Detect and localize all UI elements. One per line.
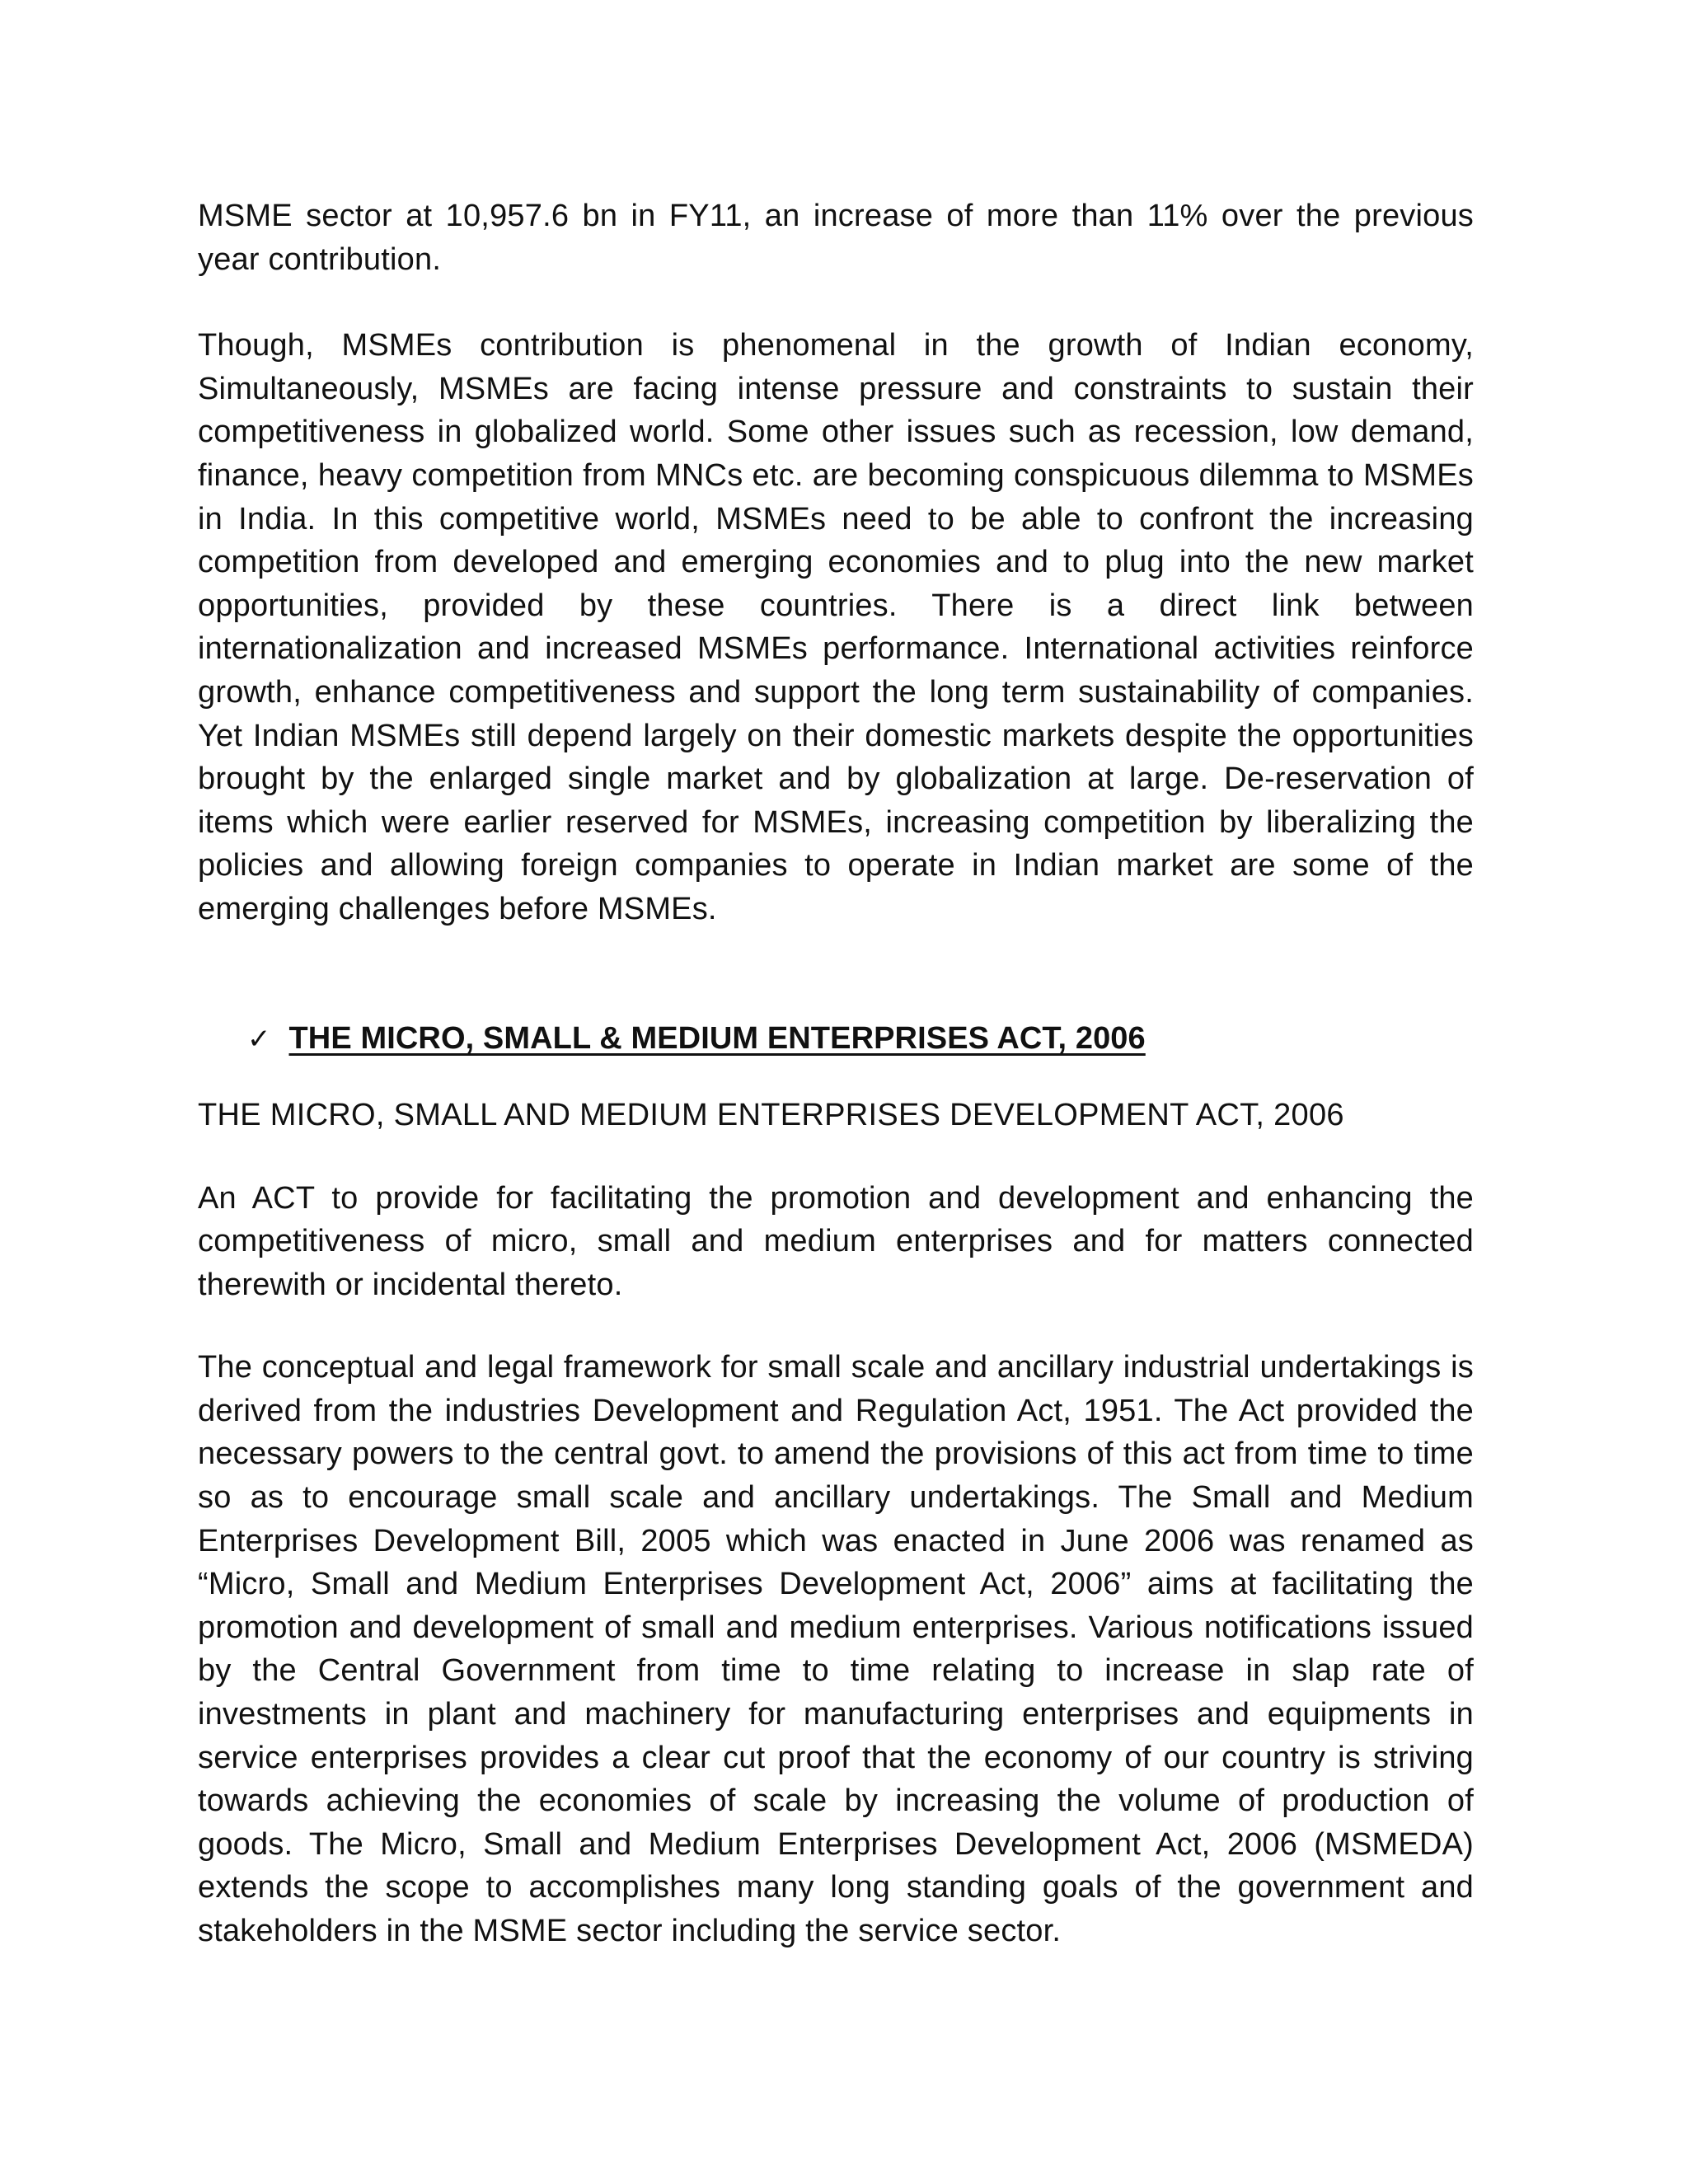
act-title: THE MICRO, SMALL AND MEDIUM ENTERPRISES DEVELOPMENT ACT, 2006: [198, 1097, 1344, 1132]
paragraph-act-purpose: An ACT to provide for facilitating the promotion and development and enhancing the competitiveness of micro, small and medium enterprises and for matters connected therewith or incidental thereto.: [198, 1180, 1474, 1302]
paragraph-legal-framework: The conceptual and legal framework for small scale and ancillary industrial undertakings is derived from the industries Development and Regulation Act, 1951. The Act provided the necessary powers to the central govt. to amend the provisions of this act from time to time so as to encourage small scale and ancillary undertakings. The Small and Medium Enterprises Development Bill, 2005 which was enacted in June 2006 was renamed as “Micro, Small and Medium Enterprises Development Act, 2006” aims at facilitating the promotion and development of small and medium enterprises. Various notifications issued by the Central Government from time to time relating to increase in slap rate of investments in plant and machinery for manufacturing enterprises and equipments in service enterprises provides a clear cut proof that the economy of our country is striving towards achieving the economies of scale by increasing the volume of production of goods. The Micro, Small and Medium Enterprises Development Act, 2006 (MSMEDA) extends the scope to accomplishes many long standing goals of the government and stakeholders in the MSME sector including the service sector.: [198, 1350, 1474, 1948]
paragraph-msme-contribution: MSME sector at 10,957.6 bn in FY11, an increase of more than 11% over the previous year contribution.: [198, 199, 1474, 277]
check-mark-icon: ✓: [247, 1022, 271, 1056]
section-heading-row: [247, 1017, 1474, 1061]
document-page: [198, 194, 1474, 1953]
paragraph-msme-challenges: Though, MSMEs contribution is phenomenal in the growth of Indian economy, Simultaneously, MSMEs are facing intense pressure and constraints to sustain their competitiveness in globalized world. Some other issues such as recession, low demand, finance, heavy competition from MNCs etc. are becoming conspicuous dilemma to MSMEs in India. In this competitive world, MSMEs need to be able to confront the increasing competition from developed and emerging economies and to plug into the new market opportunities, provided by these countries. There is a direct link between internationalization and increased MSMEs performance. International activities reinforce growth, enhance competitiveness and support the long term sustainability of companies. Yet Indian MSMEs still depend largely on their domestic markets despite the opportunities brought by the enlarged single market and by globalization at large. De-reservation of items which were earlier reserved for MSMEs, increasing competition by liberalizing the policies and allowing foreign companies to operate in Indian market are some of the emerging challenges before MSMEs.: [198, 328, 1474, 926]
section-heading: THE MICRO, SMALL & MEDIUM ENTERPRISES ACT, 2006: [288, 1020, 1146, 1056]
